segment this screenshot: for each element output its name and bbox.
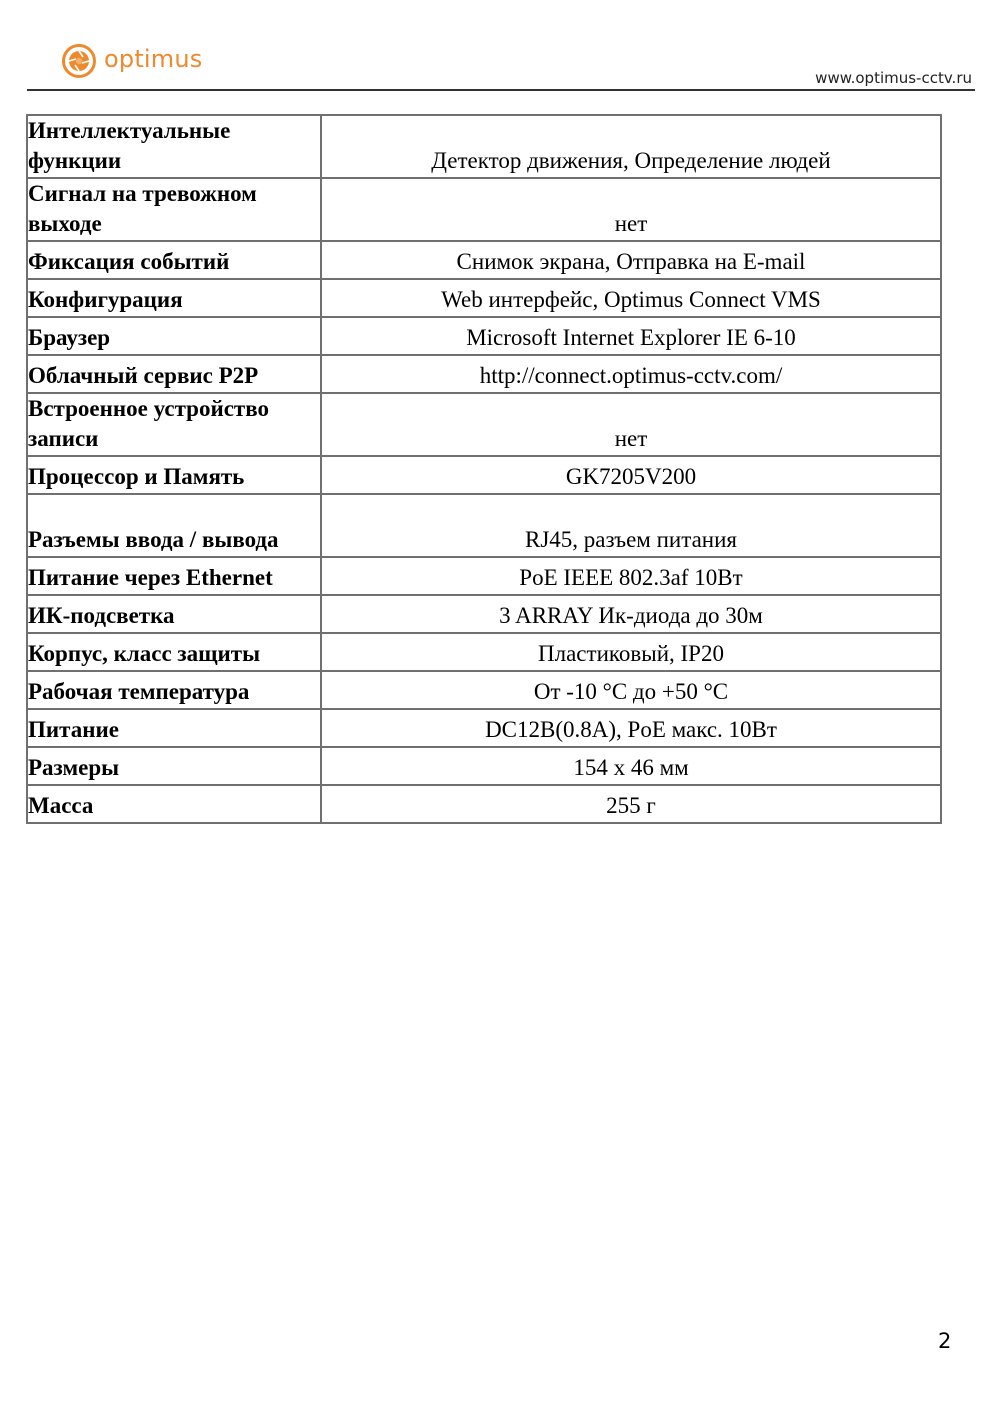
spec-label: Процессор и Память [27, 456, 321, 494]
table-row [27, 709, 941, 747]
spec-value: нет [321, 178, 941, 241]
page-number: 2 [938, 1329, 952, 1353]
spec-value: Детектор движения, Определение людей [321, 115, 941, 178]
table-row [27, 355, 941, 393]
spec-value: От -10 °С до +50 °С [321, 671, 941, 709]
brand-name: optimus [104, 45, 203, 73]
spec-label: Корпус, класс защиты [27, 633, 321, 671]
spec-label: Интеллектуальные функции [27, 115, 321, 178]
spec-value: Web интерфейс, Optimus Connect VMS [321, 279, 941, 317]
table-row [27, 178, 941, 241]
spec-label: Облачный сервис P2P [27, 355, 321, 393]
spec-label: Питание [27, 709, 321, 747]
spec-value: Снимок экрана, Отправка на E-mail [321, 241, 941, 279]
table-row [27, 671, 941, 709]
table-row [27, 633, 941, 671]
spec-value: GK7205V200 [321, 456, 941, 494]
spec-label: Браузер [27, 317, 321, 355]
table-row [27, 115, 941, 178]
spec-value: DC12В(0.8А), PoE макс. 10Вт [321, 709, 941, 747]
table-row [27, 279, 941, 317]
spec-value: PoE IEEE 802.3af 10Вт [321, 557, 941, 595]
table-row [27, 494, 941, 557]
aperture-logo-icon [61, 43, 97, 79]
spec-value: RJ45, разъем питания [321, 494, 941, 557]
spec-label: Рабочая температура [27, 671, 321, 709]
spec-value: Microsoft Internet Explorer IE 6-10 [321, 317, 941, 355]
spec-label: Фиксация событий [27, 241, 321, 279]
table-row [27, 241, 941, 279]
spec-label: Конфигурация [27, 279, 321, 317]
spec-value: нет [321, 393, 941, 456]
spec-label: Встроенное устройство записи [27, 393, 321, 456]
spec-value: 3 ARRAY Ик-диода до 30м [321, 595, 941, 633]
spec-value: 255 г [321, 785, 941, 823]
spec-value: Пластиковый, IP20 [321, 633, 941, 671]
header-divider [27, 89, 975, 91]
table-row [27, 747, 941, 785]
spec-value: 154 x 46 мм [321, 747, 941, 785]
spec-label: Питание через Ethernet [27, 557, 321, 595]
table-row [27, 557, 941, 595]
spec-label: Масса [27, 785, 321, 823]
spec-value: http://connect.optimus-cctv.com/ [321, 355, 941, 393]
specifications-table [26, 114, 942, 824]
spec-label: Размеры [27, 747, 321, 785]
table-row [27, 595, 941, 633]
table-row [27, 317, 941, 355]
table-row [27, 785, 941, 823]
spec-label: Разъемы ввода / вывода [27, 494, 321, 557]
brand-logo [61, 43, 203, 79]
spec-label: ИК-подсветка [27, 595, 321, 633]
table-row [27, 393, 941, 456]
spec-label: Сигнал на тревожном выходе [27, 178, 321, 241]
website-url: www.optimus-cctv.ru [815, 69, 972, 87]
table-row [27, 456, 941, 494]
